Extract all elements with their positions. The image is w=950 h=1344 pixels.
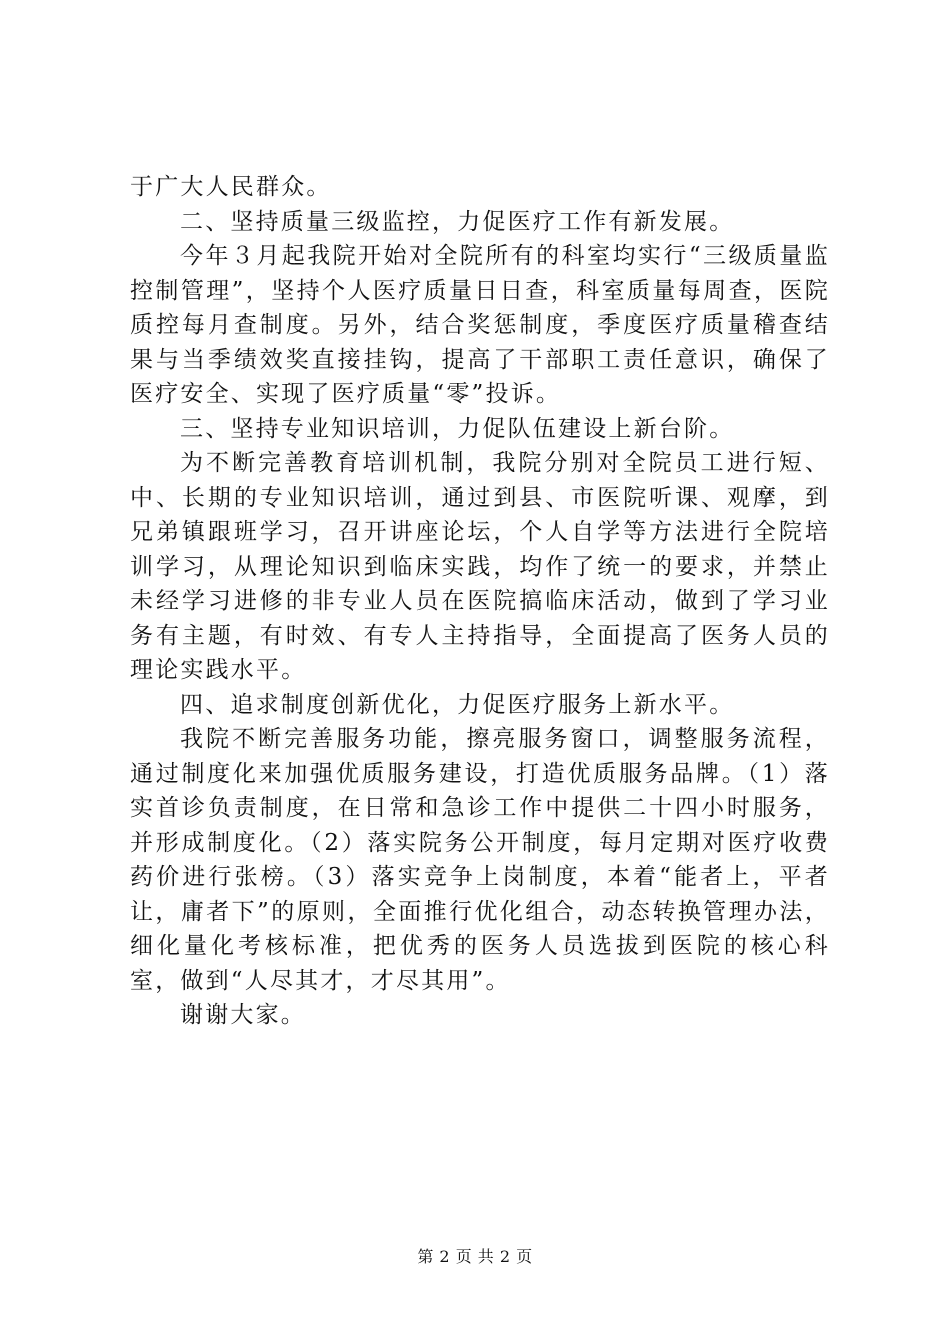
document-body xyxy=(130,170,830,1033)
page-footer xyxy=(0,1244,950,1267)
paragraph-quality-control: 今年３月起我院开始对全院所有的科室均实行“三级质量监控制管理”，坚持个人医疗质量日日查，科室质量每周查，医院质控每月查制度。另外，结合奖惩制度，季度医疗质量稽查结果与当季绩效奖直接挂钩，提高了干部职工责任意识，确保了医疗安全、实现了医疗质量“零”投诉。 xyxy=(130,243,830,407)
paragraph-innovation: 我院不断完善服务功能，擦亮服务窗口，调整服务流程，通过制度化来加强优质服务建设，打造优质服务品牌。（1）落实首诊负责制度，在日常和急诊工作中提供二十四小时服务，并形成制度化。（2）落实院务公开制度，每月定期对医疗收费药价进行张榜。（3）落实竞争上岗制度，本着“能者上，平者让，庸者下”的原则，全面推行优化组合，动态转换管理办法，细化量化考核标准，把优秀的医务人员选拔到医院的核心科室，做到“人尽其才，才尽其用”。 xyxy=(130,726,830,994)
section-heading-quality-control: 二、坚持质量三级监控，力促医疗工作有新发展。 xyxy=(180,208,735,235)
section-heading-training: 三、坚持专业知识培训，力促队伍建设上新台阶。 xyxy=(180,415,735,442)
paragraph-training: 为不断完善教育培训机制，我院分别对全院员工进行短、中、长期的专业知识培训，通过到县、市医院听课、观摩，到兄弟镇跟班学习，召开讲座论坛，个人自学等方法进行全院培训学习，从理论知识到临床实践，均作了统一的要求，并禁止未经学习进修的非专业人员在医院搞临床活动，做到了学习业务有主题，有时效、有专人主持指导，全面提高了医务人员的理论实践水平。 xyxy=(130,450,830,683)
section-heading-innovation: 四、追求制度创新优化，力促医疗服务上新水平。 xyxy=(180,691,735,718)
closing-remark: 谢谢大家。 xyxy=(180,1002,306,1028)
paragraph-continuation: 于广大人民群众。 xyxy=(130,174,332,200)
page-number-label: 第 2 页 共 2 页 xyxy=(417,1247,533,1266)
